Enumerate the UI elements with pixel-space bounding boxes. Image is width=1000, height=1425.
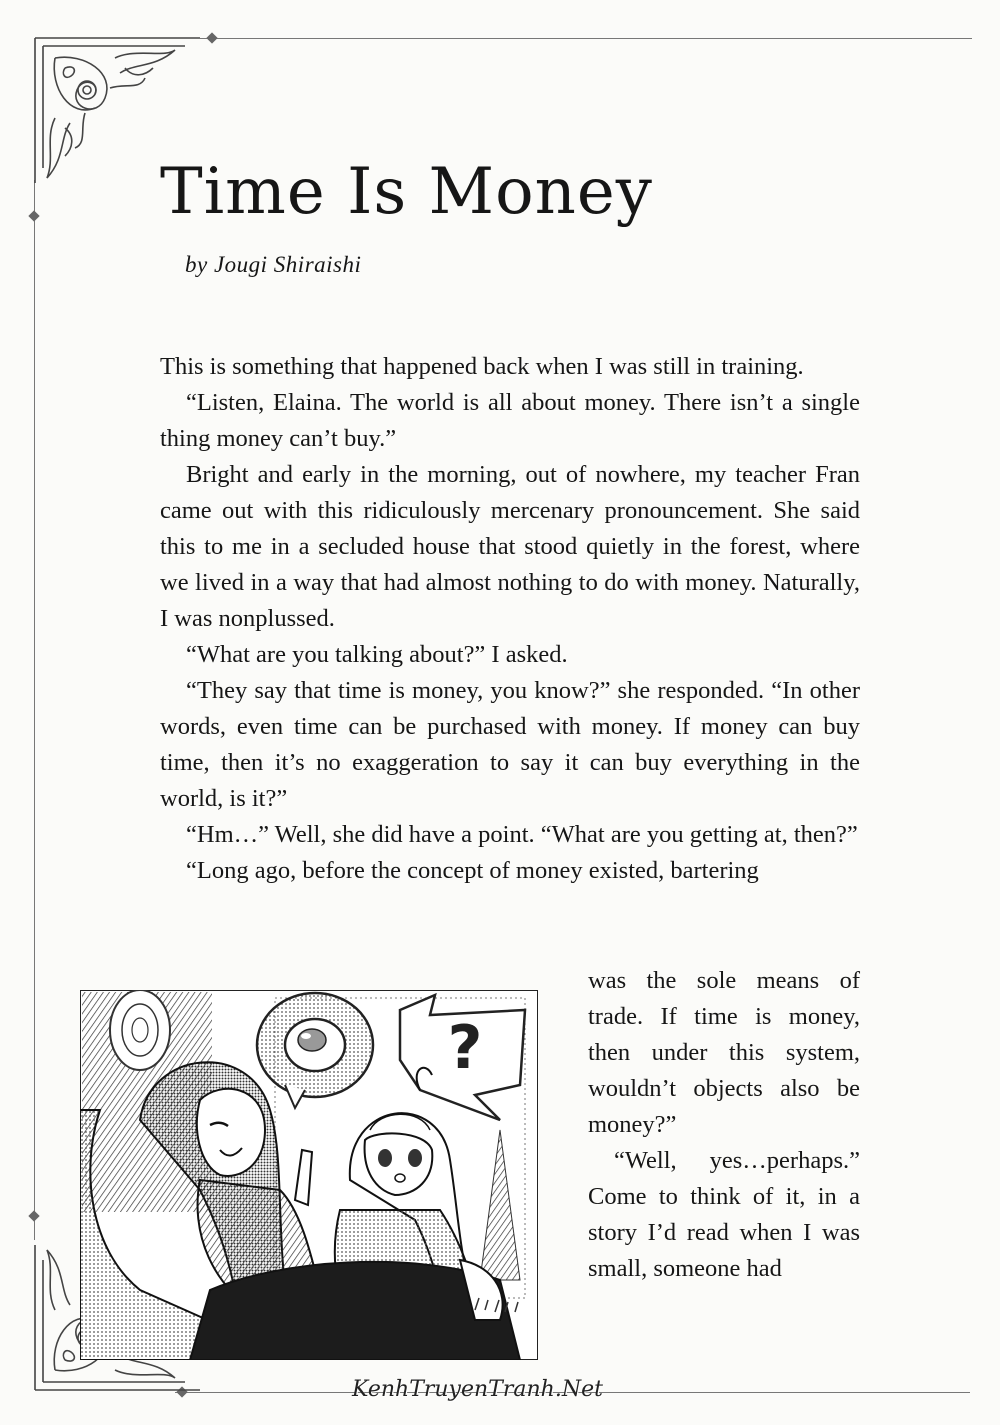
frame-left-line bbox=[34, 180, 35, 1240]
watermark: KenhTruyenTranh.Net bbox=[352, 1377, 603, 1402]
paragraph: “Listen, Elaina. The world is all about money. There isn’t a single thing money can’t buy.” bbox=[160, 389, 860, 452]
paragraph: “They say that time is money, you know?” she responded. “In other words, even time can be purchased with money. If money can buy time, then it’s no exaggeration to say it can buy everything in the world, is it?” bbox=[160, 677, 860, 812]
page-title: Time Is Money bbox=[160, 155, 653, 229]
paragraph: was the sole means of trade. If time is money, then under this system, wouldn’t objects also be money?” bbox=[588, 967, 860, 1138]
frame-ornament-diamond bbox=[28, 1210, 39, 1221]
story-text bbox=[160, 349, 860, 889]
author-byline: by Jougi Shiraishi bbox=[185, 252, 362, 277]
paragraph: “Well, yes…perhaps.” Come to think of it, in a story I’d read when I was small, someone had bbox=[588, 1147, 860, 1282]
story-text-narrow-column bbox=[588, 963, 860, 1287]
frame-ornament-diamond bbox=[206, 32, 217, 43]
frame-ornament-diamond bbox=[28, 210, 39, 221]
paragraph: This is something that happened back when I was still in training. bbox=[160, 353, 804, 380]
question-mark-bubble: ? bbox=[447, 1013, 483, 1083]
frame-top-line bbox=[200, 38, 972, 39]
paragraph: Bright and early in the morning, out of nowhere, my teacher Fran came out with this ridiculously mercenary pronouncement. She said this to me in a secluded house that stood quietly in the forest, where we lived in a way that had almost nothing to do with money. Naturally, I was nonplussed. bbox=[160, 461, 860, 632]
paragraph: “What are you talking about?” I asked. bbox=[186, 641, 568, 668]
paragraph: “Long ago, before the concept of money existed, bartering bbox=[186, 857, 759, 884]
manga-illustration bbox=[80, 990, 538, 1360]
paragraph: “Hm…” Well, she did have a point. “What are you getting at, then?” bbox=[186, 821, 858, 848]
